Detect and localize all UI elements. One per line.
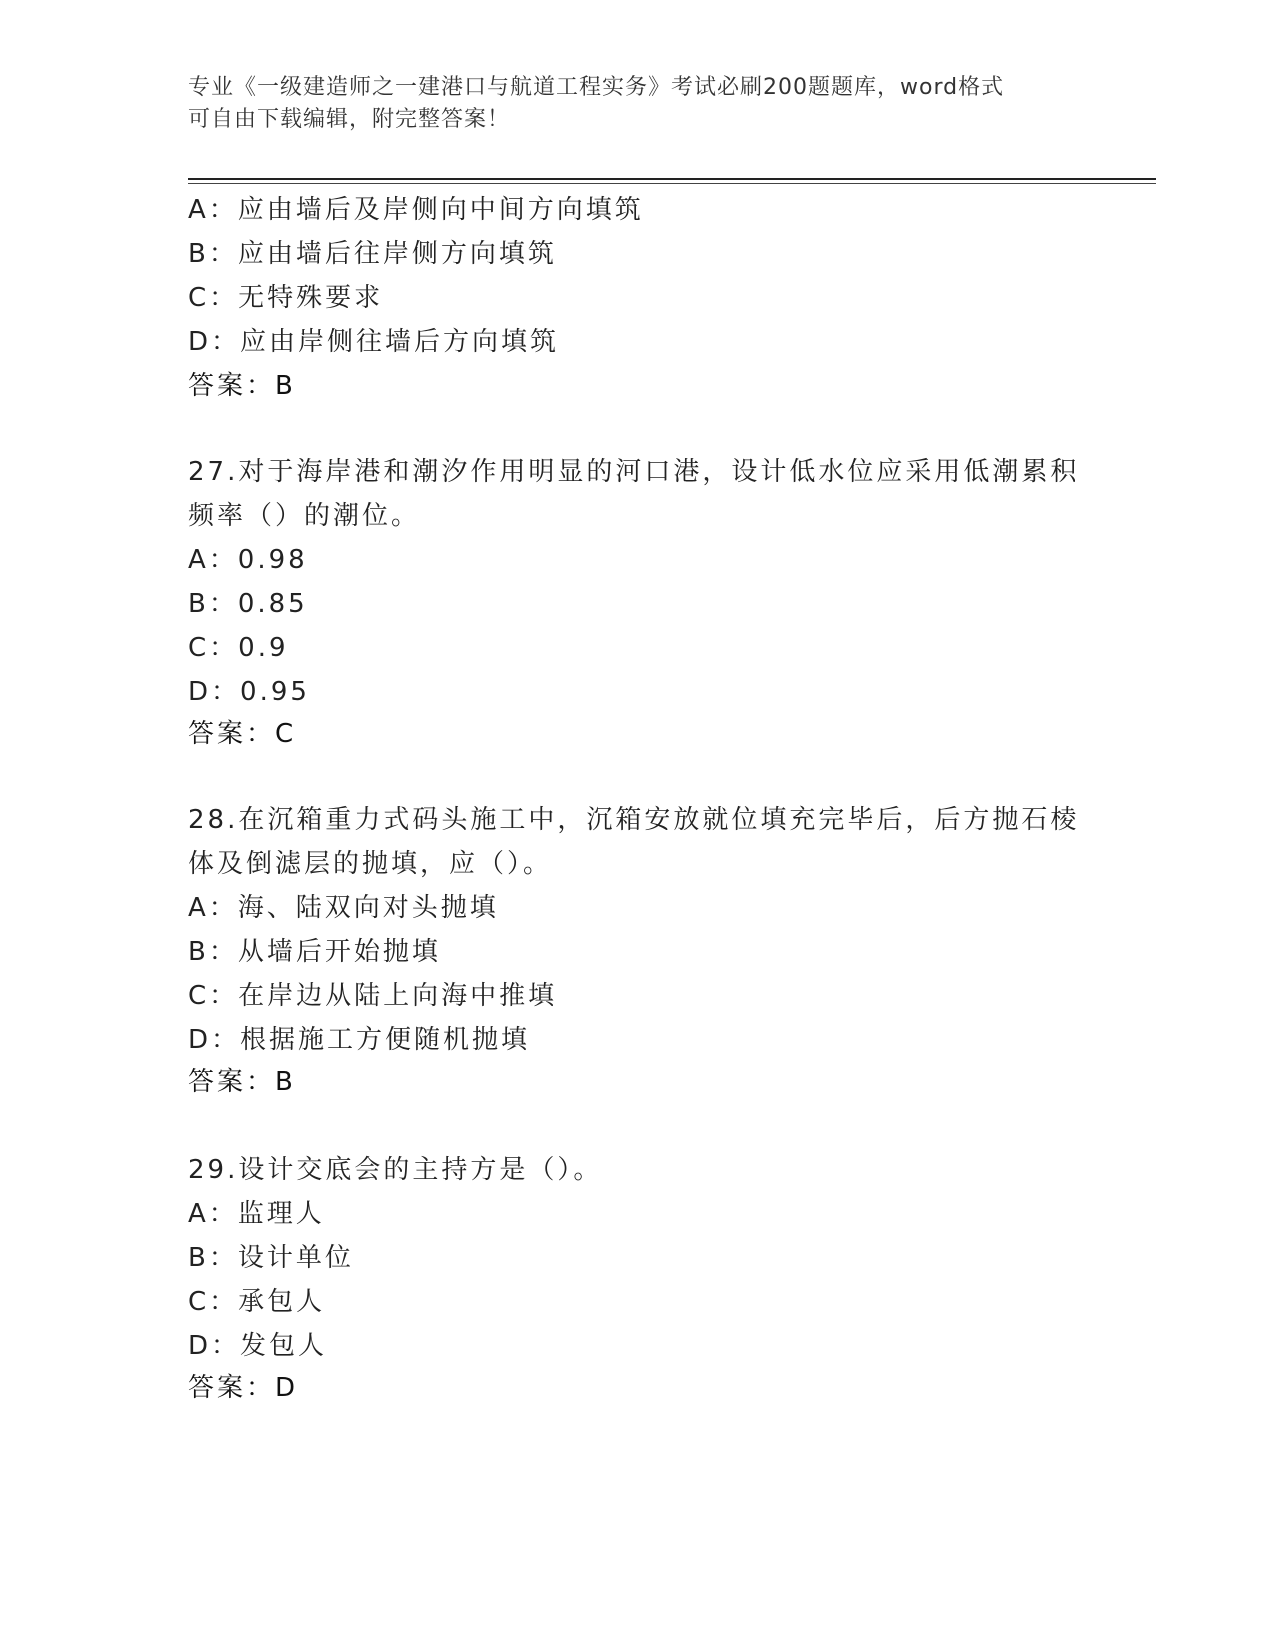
q26-option-d: D：应由岸侧往墙后方向填筑 [188, 327, 560, 357]
q26-option-c: C：无特殊要求 [188, 283, 384, 313]
q28-stem-line-1: 28.在沉箱重力式码头施工中，沉箱安放就位填充完毕后，后方抛石棱 [188, 805, 1080, 835]
q29-option-b: B：设计单位 [188, 1243, 354, 1273]
q28-option-d: D：根据施工方便随机抛填 [188, 1025, 531, 1055]
q28-stem-line-2: 体及倒滤层的抛填，应（）。 [188, 849, 553, 879]
q26-option-a: A：应由墙后及岸侧向中间方向填筑 [188, 195, 644, 225]
header-title-line-1: 专业《一级建造师之一建港口与航道工程实务》考试必刷200题题库，word格式 [188, 75, 1005, 100]
document-header [188, 72, 1088, 136]
q27-stem-line-2: 频率（）的潮位。 [188, 501, 421, 531]
header-divider-thick [188, 178, 1156, 180]
q27-stem-line-1: 27.对于海岸港和潮汐作用明显的河口港，设计低水位应采用低潮累积 [188, 457, 1080, 487]
q29-option-a: A：监理人 [188, 1199, 325, 1229]
q26-answer: 答案：B [188, 371, 296, 401]
q26-option-b: B：应由墙后往岸侧方向填筑 [188, 239, 557, 269]
q29-option-c: C：承包人 [188, 1287, 326, 1317]
q27-option-d: D：0.95 [188, 677, 310, 707]
header-divider-thin [188, 183, 1156, 184]
q29-stem-line-1: 29.设计交底会的主持方是（）。 [188, 1155, 603, 1185]
q28-option-b: B：从墙后开始抛填 [188, 937, 441, 967]
q28-option-c: C：在岸边从陆上向海中推填 [188, 981, 558, 1011]
header-title-line-2: 可自由下载编辑，附完整答案！ [188, 107, 511, 132]
q27-answer: 答案：C [188, 719, 297, 749]
q28-answer: 答案：B [188, 1067, 296, 1097]
q28-option-a: A：海、陆双向对头抛填 [188, 893, 499, 923]
q29-option-d: D：发包人 [188, 1331, 328, 1361]
q29-answer: 答案：D [188, 1373, 299, 1403]
q27-option-a: A：0.98 [188, 545, 308, 575]
q27-option-b: B：0.85 [188, 589, 308, 619]
q27-option-c: C：0.9 [188, 633, 289, 663]
